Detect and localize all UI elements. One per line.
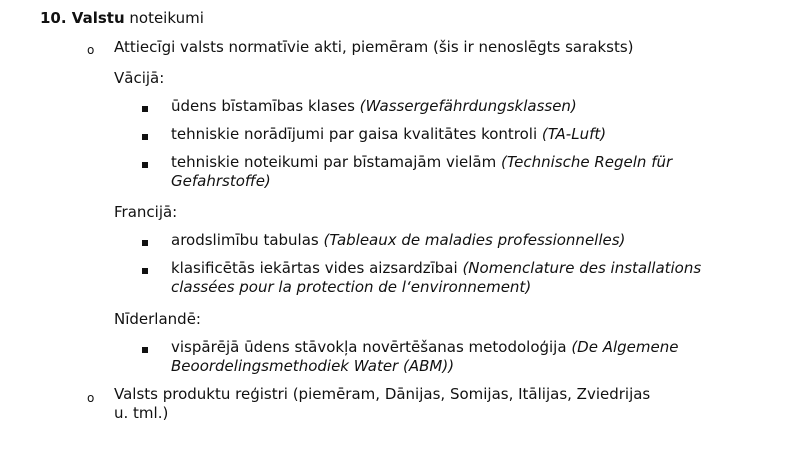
section-heading xyxy=(40,9,204,28)
square-bullet-icon xyxy=(142,268,148,274)
heading-number-bold: 10. Valstu xyxy=(40,9,125,27)
square-bullet-icon xyxy=(142,240,148,246)
list-item: vispārējā ūdens stāvokļa novērtēšanas metodoloģija (De Algemene Beoordelingsmethodiek Water (ABM)) xyxy=(171,338,679,375)
country-label-netherlands: Nīderlandē: xyxy=(114,310,201,328)
square-bullet-icon xyxy=(142,347,148,353)
square-bullet-icon xyxy=(142,106,148,112)
registers-text: Valsts produktu reģistri (piemēram, Dānijas, Somijas, Itālijas, Zviedrijas u. tml.) xyxy=(114,385,651,422)
list-item: klasificētās iekārtas vides aizsardzībai (Nomenclature des installations classées pour la protection de l‘environnement) xyxy=(171,259,702,296)
intro-text: Attiecīgi valsts normatīvie akti, piemēram (šis ir nenoslēgts saraksts) xyxy=(114,38,634,56)
list-item: tehniskie noteikumi par bīstamajām vielām (Technische Regeln für Gefahrstoffe) xyxy=(171,153,673,190)
country-label-france: Francijā: xyxy=(114,203,178,221)
list-item: ūdens bīstamības klases (Wassergefährdungsklassen) xyxy=(171,97,577,115)
heading-rest: noteikumi xyxy=(124,9,204,27)
country-label-germany: Vācijā: xyxy=(114,69,165,87)
square-bullet-icon xyxy=(142,162,148,168)
list-item: tehniskie norādījumi par gaisa kvalitātes kontroli (TA-Luft) xyxy=(171,125,607,143)
square-bullet-icon xyxy=(142,134,148,140)
hollow-bullet-icon: o xyxy=(87,43,95,57)
hollow-bullet-icon: o xyxy=(87,391,95,405)
list-item: arodslimību tabulas (Tableaux de maladies professionnelles) xyxy=(171,231,626,249)
